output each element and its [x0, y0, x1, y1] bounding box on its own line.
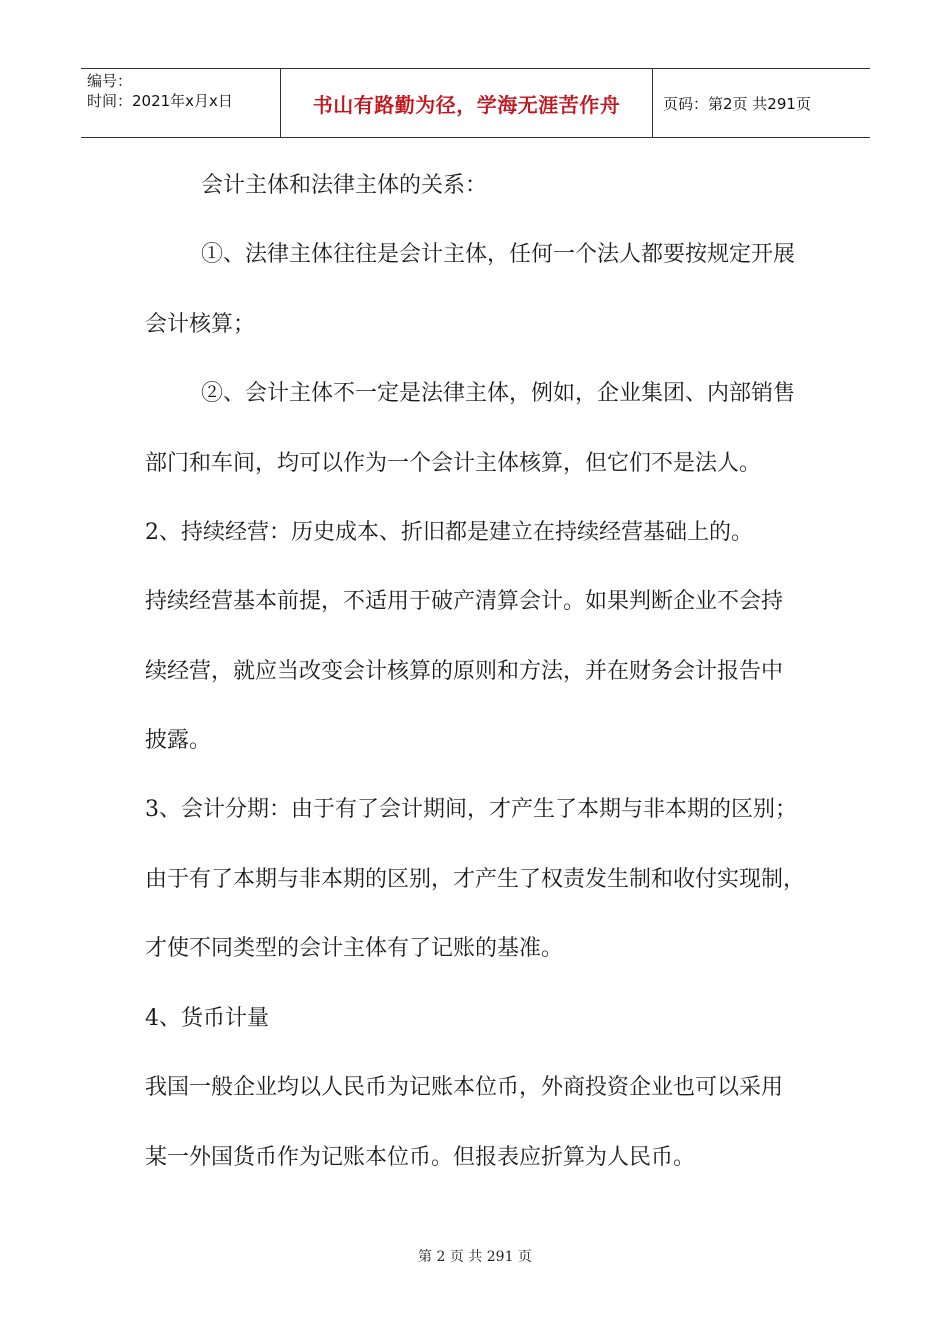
header-page-label: 页码：第2页 共291页: [663, 94, 811, 113]
text-line: 由于有了本期与非本期的区别，才产生了权责发生制和收付实现制，: [145, 867, 806, 892]
text-line: 4、货币计量: [145, 1006, 269, 1031]
page-footer: 第 2 页 共 291 页: [418, 1249, 532, 1265]
text-line: 会计核算；: [145, 312, 256, 337]
text-line: 某一外国货币作为记账本位币。但报表应折算为人民币。: [145, 1145, 696, 1170]
number-label: 编号：: [87, 72, 133, 90]
text-line: ②、会计主体不一定是法律主体，例如，企业集团、内部销售: [201, 381, 796, 406]
text-line: 部门和车间，均可以作为一个会计主体核算，但它们不是法人。: [145, 451, 762, 476]
text-line: 才使不同类型的会计主体有了记账的基准。: [145, 936, 564, 961]
text-line: 持续经营基本前提，不适用于破产清算会计。如果判断企业不会持: [145, 589, 784, 614]
text-line: 2、持续经营：历史成本、折旧都是建立在持续经营基础上的。: [145, 520, 753, 545]
text-line: 会计主体和法律主体的关系：: [201, 173, 488, 198]
text-line: 续经营，就应当改变会计核算的原则和方法，并在财务会计报告中: [145, 659, 784, 684]
text-line: 3、会计分期：由于有了会计期间，才产生了本期与非本期的区别；: [145, 797, 797, 822]
page-header: [81, 68, 870, 138]
text-line: 我国一般企业均以人民币为记账本位币，外商投资企业也可以采用: [145, 1075, 784, 1100]
header-meta: [81, 69, 281, 137]
text-line: 披露。: [145, 728, 212, 753]
date-label: 时间：2021年x月x日: [87, 92, 233, 110]
text-line: ①、法律主体往往是会计主体，任何一个法人都要按规定开展: [201, 242, 796, 267]
header-motto: 书山有路勤为径，学海无涯苦作舟: [281, 69, 653, 137]
